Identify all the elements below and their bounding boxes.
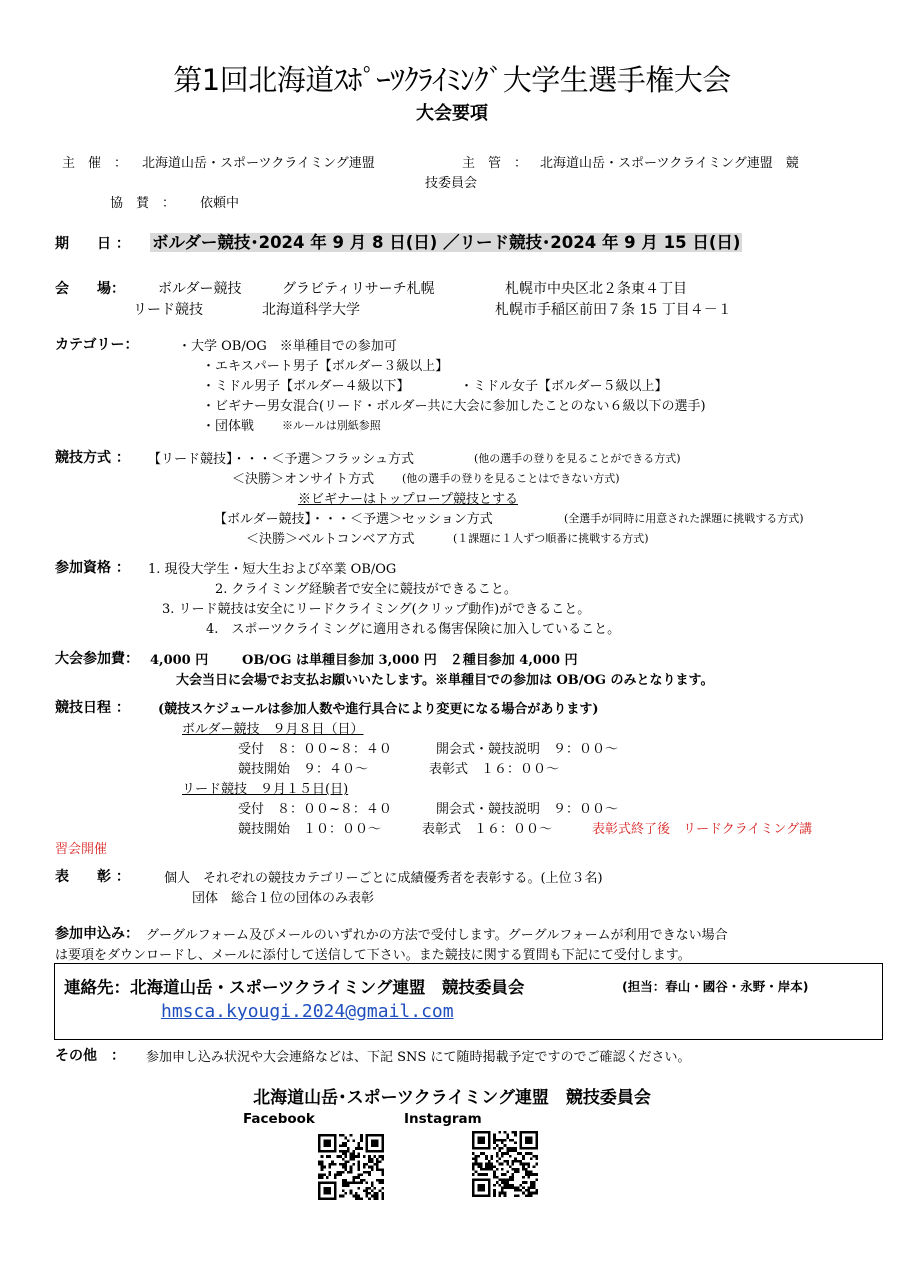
category-item: ・団体戦 — [202, 419, 255, 434]
fee-label: 大会参加費： — [55, 651, 139, 667]
dates-value: ボルダー競技･2024 年 9 月 8 日(日) ／リード競技･2024 年 9 月 15 日(日) — [152, 233, 741, 252]
schedule-boulder-award: 表彰式 １６：００～ — [429, 762, 560, 777]
format-lead-final: ＜決勝＞オンサイト方式 — [232, 472, 375, 487]
schedule-note: (競技スケジュールは参加人数や進行具合により変更になる場合があります) — [158, 702, 599, 717]
eligibility-item: 3. リード競技は安全にリードクライミング(クリップ動作)ができること。 — [162, 602, 591, 617]
format-boulder-final: ＜決勝＞ベルトコンベア方式 — [246, 532, 415, 547]
contact-label: 連絡先：北海道山岳・スポーツクライミング連盟 競技委員会 — [64, 978, 525, 997]
venue-address-2: 札幌市手稲区前田７条 15 丁目４－１ — [495, 302, 732, 318]
format-label: 競技方式 ： — [55, 450, 130, 466]
other-text: 参加申し込み状況や大会連絡などは、下記 SNS にて随時掲載予定ですのでご確認ください。 — [146, 1050, 691, 1065]
awards-team: 団体 総合１位の団体のみ表彰 — [192, 891, 375, 906]
category-item: ・ミドル女子【ボルダー５級以上】 — [460, 379, 668, 394]
fee-amount: 4,000 円 — [150, 653, 209, 668]
manager-value-cont: 技委員会 — [425, 176, 478, 191]
format-boulder-qual-note: (全選手が同時に用意された課題に挑戦する方式) — [564, 512, 804, 525]
category-note: ※ルールは別紙参照 — [282, 419, 381, 432]
schedule-label: 競技日程 ： — [55, 700, 130, 716]
facebook-qr-code[interactable] — [318, 1134, 384, 1200]
instagram-qr-code[interactable] — [472, 1131, 538, 1197]
fee-obog: OB/OG は単種目参加 3,000 円 ２種目参加 4,000 円 — [242, 653, 578, 668]
schedule-lead-start: 競技開始 １０：００～ — [238, 822, 382, 837]
format-lead-qual: 【リード競技】・・・＜予選＞フラッシュ方式 — [148, 452, 414, 467]
application-text-1: グーグルフォーム及びメールのいずれかの方法で受付します。グーグルフォームが利用できない場合 — [146, 928, 728, 943]
schedule-boulder-registration: 受付 ８：００~８：４０ — [238, 742, 392, 757]
sponsor-value: 依頼中 — [200, 196, 240, 211]
page-title: 第1回北海道ｽﾎﾟｰﾂｸﾗｲﾐﾝｸﾞ大学生選手権大会 — [173, 63, 731, 97]
manager-label: 主 管 ： — [462, 156, 528, 171]
contact-email-link[interactable]: hmsca.kyougi.2024@gmail.com — [161, 1001, 454, 1022]
host-label: 主 催 ： — [62, 156, 128, 171]
format-boulder-qual: 【ボルダー競技】・・・＜予選＞セッション方式 — [214, 512, 493, 527]
category-item: ・大学 OB/OG ※単種目での参加可 — [178, 339, 397, 354]
schedule-lead-header: リード競技 ９月１５日(日) — [182, 782, 349, 797]
category-label: カテゴリー： — [55, 337, 139, 353]
category-item: ・ミドル男子【ボルダー４級以下】 — [202, 379, 410, 394]
sponsor-label: 協 賛 ： — [110, 196, 176, 211]
page-subtitle: 大会要項 — [416, 103, 488, 124]
venue-place-2: 北海道科学大学 — [262, 302, 360, 318]
application-text-2: は要項をダウンロードし、メールに添付して送信して下さい。また競技に関する質問も下記にて受付します。 — [55, 948, 691, 963]
fee-note: 大会当日に会場でお支払お願いいたします。※単種目での参加は OB/OG のみとなります。 — [176, 673, 714, 688]
other-label: その他 ： — [55, 1048, 125, 1064]
venue-event-2: リード競技 — [133, 302, 203, 318]
schedule-boulder-start: 競技開始 ９：４０～ — [238, 762, 369, 777]
schedule-boulder-opening: 開会式・競技説明 ９：００～ — [436, 742, 619, 757]
awards-individual: 個人 それぞれの競技カテゴリーごとに成績優秀者を表彰する。(上位３名) — [164, 871, 603, 886]
venue-place-1: グラビティリサーチ札幌 — [282, 281, 435, 297]
footer-org: 北海道山岳･スポーツクライミング連盟 競技委員会 — [253, 1088, 651, 1108]
application-label: 参加申込み： — [55, 926, 139, 942]
schedule-lead-workshop-cont: 習会開催 — [55, 842, 108, 857]
venue-address-1: 札幌市中央区北２条東４丁目 — [505, 281, 687, 297]
format-beginner-note: ※ビギナーはトップロープ競技とする — [298, 492, 518, 507]
host-value: 北海道山岳・スポーツクライミング連盟 — [142, 156, 375, 171]
facebook-label: Facebook — [243, 1111, 315, 1127]
schedule-lead-workshop: 表彰式終了後 リードクライミング講 — [592, 822, 813, 837]
dates-label: 期 日 ： — [55, 236, 130, 252]
category-item: ・ビギナー男女混合(リード・ボルダー共に大会に参加したことのない６級以下の選手) — [202, 399, 706, 414]
format-lead-final-note: (他の選手の登りを見ることはできない方式) — [402, 472, 620, 485]
eligibility-item: 2. クライミング経験者で安全に競技ができること。 — [215, 582, 517, 597]
venue-event-1: ボルダー競技 — [158, 281, 242, 297]
eligibility-item: 4. スポーツクライミングに適用される傷害保険に加入していること。 — [206, 622, 621, 637]
schedule-boulder-header: ボルダー競技 ９月８日（日） — [182, 722, 364, 737]
instagram-label: Instagram — [404, 1111, 482, 1127]
category-item: ・エキスパート男子【ボルダー３級以上】 — [202, 359, 449, 374]
schedule-lead-award: 表彰式 １６：００～ — [422, 822, 553, 837]
schedule-lead-opening: 開会式・競技説明 ９：００～ — [436, 802, 619, 817]
eligibility-item: 1. 現役大学生・短大生および卒業 OB/OG — [148, 562, 397, 577]
format-boulder-final-note: (１課題に１人ずつ順番に挑戦する方式) — [453, 532, 649, 545]
manager-value: 北海道山岳・スポーツクライミング連盟 競 — [540, 156, 799, 171]
contact-staff: (担当：春山・國谷・永野・岸本) — [622, 979, 809, 994]
eligibility-label: 参加資格 ： — [55, 560, 130, 576]
format-lead-qual-note: (他の選手の登りを見ることができる方式) — [474, 452, 681, 465]
venue-label: 会 場： — [55, 281, 125, 297]
awards-label: 表 彰 ： — [55, 869, 130, 885]
schedule-lead-registration: 受付 ８：００~８：４０ — [238, 802, 392, 817]
